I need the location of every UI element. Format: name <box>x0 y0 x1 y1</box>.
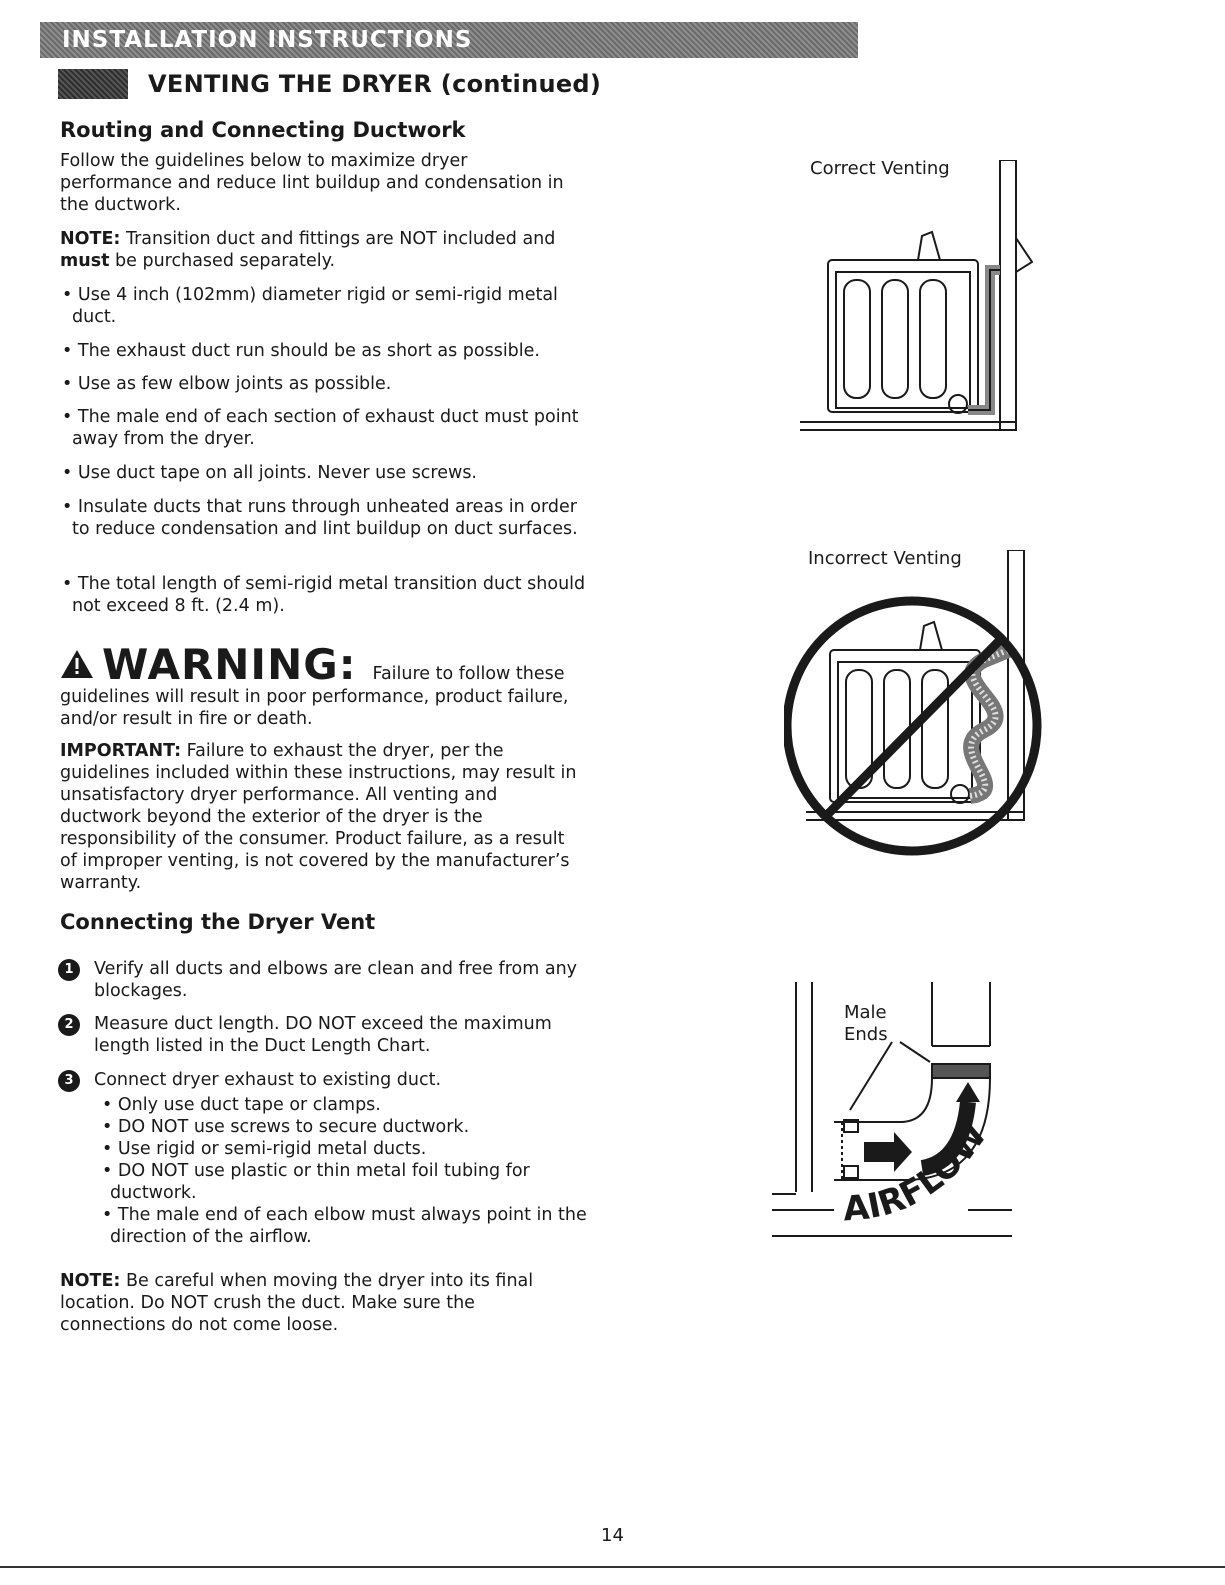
note-must: must <box>60 251 110 271</box>
step-number-1: 1 <box>58 959 80 981</box>
step-text-2: Measure duct length. DO NOT exceed the maximum length listed in the Duct Length Chart. <box>94 1014 552 1056</box>
svg-text:AIRFLOW <box>842 1116 995 1230</box>
step-text-3: Connect dryer exhaust to existing duct. <box>94 1070 442 1090</box>
important-text: Failure to exhaust the dryer, per the guidelines included within these instructions, may result in unsatisfactory dryer performance. All venting and ductwork beyond the exterior of the dryer is the responsibility of the consumer. Product failure, as a result of improper venting, is not covered by the manufacturer’s warranty. <box>60 741 577 893</box>
step-text-1: Verify all ducts and elbows are clean and free from any blockages. <box>94 959 578 1001</box>
warning-text: guidelines will result in poor performance, product failure, and/or result in fire or death. <box>60 687 569 729</box>
final-note-label: NOTE: <box>60 1271 121 1291</box>
routing-bullet-6: • Insulate ducts that runs through unheated areas in order to reduce condensation and lint buildup on duct surfaces. <box>62 497 578 539</box>
step-2 <box>58 1013 578 1057</box>
sub-bullet-2: • DO NOT use screws to secure ductwork. <box>102 1117 470 1137</box>
step-number-2: 2 <box>58 1014 80 1036</box>
banner-title: INSTALLATION INSTRUCTIONS <box>62 27 473 53</box>
note-label: NOTE: <box>60 229 121 249</box>
duct-airflow-figure <box>772 982 1042 1244</box>
important-label: IMPORTANT: <box>60 741 182 761</box>
warning-inline-text: Failure to follow these <box>372 664 565 684</box>
note-text-1: Transition duct and fittings are NOT included and <box>120 229 556 249</box>
routing-heading: Routing and Connecting Ductwork <box>60 118 466 142</box>
connecting-heading: Connecting the Dryer Vent <box>60 910 376 934</box>
male-label-line-1: Male <box>844 1002 887 1023</box>
correct-venting-figure <box>800 160 1050 440</box>
routing-note <box>60 228 580 272</box>
sub-bullet-5: • The male end of each elbow must always point in the direction of the airflow. <box>102 1205 587 1247</box>
note-text-2: be purchased separately. <box>109 251 336 271</box>
step-3 <box>58 1069 578 1091</box>
step-number-3: 3 <box>58 1070 80 1092</box>
important-paragraph <box>60 740 580 894</box>
sub-bullet-4: • DO NOT use plastic or thin metal foil tubing for ductwork. <box>102 1161 530 1203</box>
section-header <box>58 68 601 100</box>
routing-bullet-1: • Use 4 inch (102mm) diameter rigid or semi-rigid metal duct. <box>62 285 558 327</box>
sub-bullet-3: • Use rigid or semi-rigid metal ducts. <box>102 1139 427 1159</box>
routing-bullet-7: • The total length of semi-rigid metal transition duct should not exceed 8 ft. (2.4 m). <box>62 574 586 616</box>
correct-venting-label: Correct Venting <box>810 158 950 179</box>
incorrect-venting-figure <box>784 550 1044 885</box>
warning-triangle-icon <box>60 649 94 679</box>
section-title: VENTING THE DRYER (continued) <box>148 70 602 98</box>
incorrect-venting-label: Incorrect Venting <box>808 548 962 569</box>
male-label-line-2: Ends <box>844 1024 888 1045</box>
warning-block <box>60 640 565 689</box>
routing-bullet-5: • Use duct tape on all joints. Never use screws. <box>62 463 477 483</box>
sub-bullet-1: • Only use duct tape or clamps. <box>102 1095 381 1115</box>
routing-intro: Follow the guidelines below to maximize dryer performance and reduce lint buildup and condensation in the ductwork. <box>60 151 564 215</box>
airflow-label: AIRFLOW <box>841 1115 996 1230</box>
header-banner <box>40 22 858 58</box>
final-note <box>60 1270 580 1336</box>
section-marker <box>58 69 128 99</box>
page-number: 14 <box>601 1525 624 1546</box>
routing-bullet-4: • The male end of each section of exhaust duct must point away from the dryer. <box>62 407 579 449</box>
step-1 <box>58 958 578 1002</box>
routing-bullet-3: • Use as few elbow joints as possible. <box>62 374 392 394</box>
warning-word: WARNING: <box>102 640 357 689</box>
footer-rule <box>0 1566 1225 1568</box>
final-note-text: Be careful when moving the dryer into its final location. Do NOT crush the duct. Make sure the connections do not come loose. <box>60 1271 534 1335</box>
routing-bullet-2: • The exhaust duct run should be as short as possible. <box>62 341 540 361</box>
